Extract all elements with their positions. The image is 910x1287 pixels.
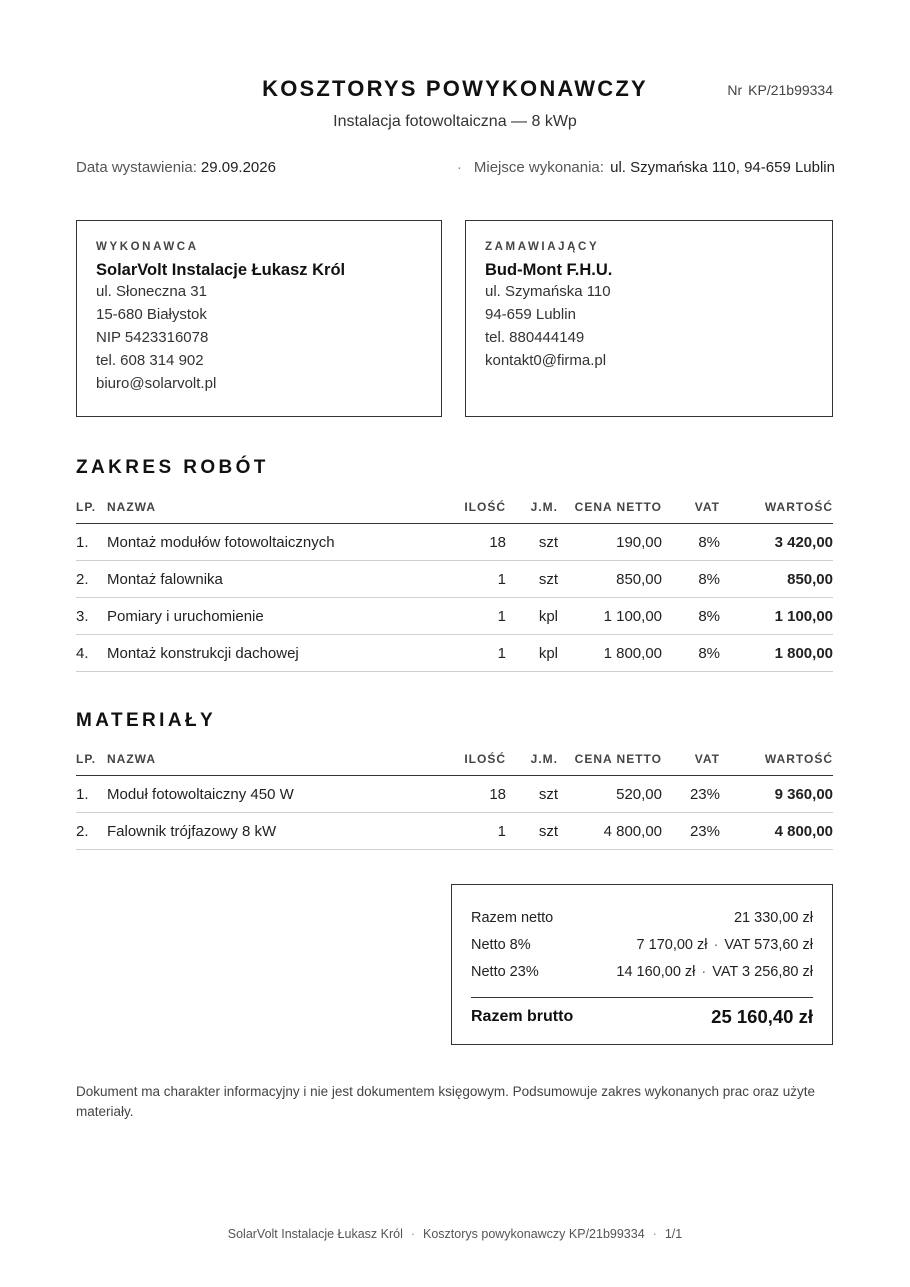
works-section-title: ZAKRES ROBÓT bbox=[76, 457, 269, 478]
net-total-label: Razem netto bbox=[471, 910, 554, 926]
vat8-value: VAT 573,60 zł bbox=[724, 937, 813, 953]
contractor-phone: tel. 608 314 902 bbox=[96, 352, 204, 369]
client-street: ul. Szymańska 110 bbox=[485, 283, 611, 300]
footer-separator: · bbox=[410, 1227, 416, 1241]
summary-separator: · bbox=[701, 964, 707, 980]
net23-values bbox=[616, 959, 813, 986]
col-lp-header: LP. bbox=[76, 743, 107, 776]
row-vat: 8% bbox=[662, 524, 720, 561]
footer-document: Kosztorys powykonawczy KP/21b99334 bbox=[423, 1227, 645, 1241]
table-row bbox=[76, 598, 833, 635]
row-lp: 3. bbox=[76, 598, 107, 635]
row-name: Moduł fotowoltaiczny 450 W bbox=[107, 776, 456, 813]
gross-total-label: Razem brutto bbox=[471, 1008, 574, 1025]
row-unit: kpl bbox=[506, 598, 558, 635]
net-total-value: 21 330,00 zł bbox=[733, 910, 813, 926]
col-unit-header: J.M. bbox=[506, 491, 558, 524]
row-qty: 1 bbox=[456, 813, 506, 850]
col-value-header: WARTOŚĆ bbox=[720, 491, 833, 524]
gross-total-value: 25 160,40 zł bbox=[711, 1006, 813, 1027]
contractor-name: SolarVolt Instalacje Łukasz Król bbox=[96, 261, 346, 279]
col-value-header: WARTOŚĆ bbox=[720, 743, 833, 776]
net8-value: 7 170,00 zł bbox=[636, 937, 708, 953]
row-qty: 1 bbox=[456, 561, 506, 598]
summary-net23-row bbox=[471, 959, 813, 986]
meta-separator: · bbox=[456, 159, 462, 176]
row-unit: kpl bbox=[506, 635, 558, 672]
disclaimer-note: Dokument ma charakter informacyjny i nie jest dokumentem księgowym. Podsumowuje zakres wykonanych prac oraz użyte materiały. bbox=[76, 1084, 816, 1119]
document-number bbox=[727, 82, 833, 98]
row-vat: 8% bbox=[662, 561, 720, 598]
row-qty: 1 bbox=[456, 598, 506, 635]
materials-table bbox=[76, 743, 833, 850]
row-vat: 8% bbox=[662, 635, 720, 672]
footer-separator: · bbox=[652, 1227, 657, 1241]
table-row bbox=[76, 776, 833, 813]
client-box bbox=[465, 220, 833, 417]
row-unit: szt bbox=[506, 776, 558, 813]
issue-date-label: Data wystawienia: bbox=[76, 159, 197, 176]
row-qty: 18 bbox=[456, 524, 506, 561]
row-price: 4 800,00 bbox=[558, 813, 662, 850]
row-name: Montaż falownika bbox=[107, 561, 456, 598]
row-lp: 1. bbox=[76, 776, 107, 813]
row-value: 850,00 bbox=[720, 561, 833, 598]
col-vat-header: VAT bbox=[662, 491, 720, 524]
net8-values bbox=[637, 932, 813, 959]
col-lp-header: LP. bbox=[76, 491, 107, 524]
col-name-header: NAZWA bbox=[107, 743, 456, 776]
row-value: 4 800,00 bbox=[720, 813, 833, 850]
row-price: 190,00 bbox=[558, 524, 662, 561]
issue-date bbox=[76, 159, 276, 176]
row-unit: szt bbox=[506, 561, 558, 598]
contractor-email: biuro@solarvolt.pl bbox=[96, 375, 217, 392]
row-unit: szt bbox=[506, 524, 558, 561]
footer-page-number: 1/1 bbox=[664, 1227, 683, 1241]
client-phone: tel. 880444149 bbox=[485, 329, 585, 346]
col-price-header: CENA NETTO bbox=[558, 743, 662, 776]
materials-header-row bbox=[76, 743, 833, 776]
col-price-header: CENA NETTO bbox=[558, 491, 662, 524]
row-name: Montaż modułów fotowoltaicznych bbox=[107, 524, 456, 561]
col-name-header: NAZWA bbox=[107, 491, 456, 524]
net8-label: Netto 8% bbox=[471, 937, 531, 953]
summary-box bbox=[451, 884, 833, 1045]
table-row bbox=[76, 635, 833, 672]
row-qty: 18 bbox=[456, 776, 506, 813]
client-city: 94-659 Lublin bbox=[485, 306, 576, 323]
issue-date-value: 29.09.2026 bbox=[200, 159, 276, 176]
work-location-label: Miejsce wykonania: bbox=[473, 159, 604, 176]
row-name: Falownik trójfazowy 8 kW bbox=[107, 813, 456, 850]
work-location bbox=[457, 159, 835, 176]
table-row bbox=[76, 561, 833, 598]
document-title: KOSZTORYS POWYKONAWCZY bbox=[262, 76, 648, 101]
client-name: Bud-Mont F.H.U. bbox=[485, 261, 613, 279]
contractor-box bbox=[76, 220, 442, 417]
works-table bbox=[76, 491, 833, 672]
row-price: 520,00 bbox=[558, 776, 662, 813]
row-qty: 1 bbox=[456, 635, 506, 672]
contractor-street: ul. Słoneczna 31 bbox=[96, 283, 207, 300]
summary-separator: · bbox=[713, 937, 719, 953]
vat23-value: VAT 3 256,80 zł bbox=[712, 964, 813, 980]
contractor-role: WYKONAWCA bbox=[96, 241, 199, 253]
document-number-value: KP/21b99334 bbox=[748, 82, 833, 98]
summary-gross-row bbox=[471, 998, 813, 1036]
row-lp: 2. bbox=[76, 813, 107, 850]
net23-label: Netto 23% bbox=[471, 964, 539, 980]
col-qty-header: ILOŚĆ bbox=[456, 491, 506, 524]
summary-net-total-row bbox=[471, 905, 813, 932]
page-footer bbox=[0, 1227, 910, 1241]
row-price: 1 100,00 bbox=[558, 598, 662, 635]
table-row bbox=[76, 524, 833, 561]
row-value: 3 420,00 bbox=[720, 524, 833, 561]
row-name: Pomiary i uruchomienie bbox=[107, 598, 456, 635]
summary-net8-row bbox=[471, 932, 813, 959]
document-number-label: Nr bbox=[727, 82, 743, 98]
contractor-nip: NIP 5423316078 bbox=[96, 329, 209, 346]
table-row bbox=[76, 813, 833, 850]
row-value: 1 100,00 bbox=[720, 598, 833, 635]
net23-value: 14 160,00 zł bbox=[616, 964, 696, 980]
col-unit-header: J.M. bbox=[506, 743, 558, 776]
row-value: 9 360,00 bbox=[720, 776, 833, 813]
row-price: 1 800,00 bbox=[558, 635, 662, 672]
contractor-city: 15-680 Białystok bbox=[96, 306, 207, 323]
client-email: kontakt0@firma.pl bbox=[485, 352, 607, 369]
row-vat: 23% bbox=[662, 776, 720, 813]
row-unit: szt bbox=[506, 813, 558, 850]
row-vat: 8% bbox=[662, 598, 720, 635]
row-value: 1 800,00 bbox=[720, 635, 833, 672]
col-vat-header: VAT bbox=[662, 743, 720, 776]
row-vat: 23% bbox=[662, 813, 720, 850]
row-price: 850,00 bbox=[558, 561, 662, 598]
col-qty-header: ILOŚĆ bbox=[456, 743, 506, 776]
client-role: ZAMAWIAJĄCY bbox=[485, 241, 600, 253]
row-name: Montaż konstrukcji dachowej bbox=[107, 635, 456, 672]
row-lp: 1. bbox=[76, 524, 107, 561]
materials-section-title: MATERIAŁY bbox=[76, 710, 217, 731]
document-subtitle: Instalacja fotowoltaiczna — 8 kWp bbox=[333, 113, 577, 130]
works-header-row bbox=[76, 491, 833, 524]
work-location-value: ul. Szymańska 110, 94-659 Lublin bbox=[610, 159, 835, 176]
footer-company: SolarVolt Instalacje Łukasz Król bbox=[227, 1227, 403, 1241]
row-lp: 2. bbox=[76, 561, 107, 598]
row-lp: 4. bbox=[76, 635, 107, 672]
